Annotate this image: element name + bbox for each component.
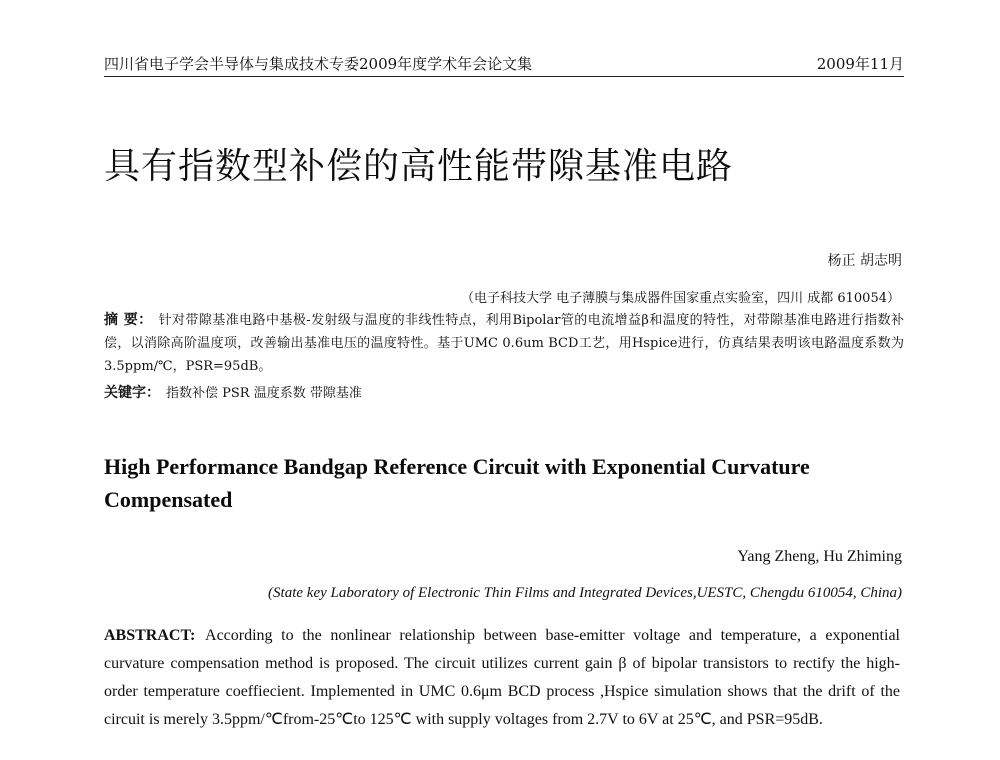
chinese-authors: 杨正 胡志明 [827,253,902,269]
english-title: High Performance Bandgap Reference Circuit with Exponential Curvature Compensated [104,454,810,512]
header-rule [104,76,904,77]
chinese-keywords [104,382,362,402]
english-affiliation: (State key Laboratory of Electronic Thin Films and Integrated Devices,UESTC, Chengdu 610054, China) [268,585,902,601]
english-abstract-text: According to the nonlinear relationship between base-emitter voltage and temperature, a exponential curvature compensation method is proposed. The circuit utilizes current gain β of bipolar transistors to rectify the high-order temperature coeffiecient. Implemented in UMC 0.6μm BCD process ,Hspice simulation shows that the drift of the circuit is merely 3.5ppm/℃from-25℃to 125℃ with supply voltages from 2.7V to 6V at 25℃, and PSR=95dB. [104,627,900,728]
chinese-title: 具有指数型补偿的高性能带隙基准电路 [104,146,734,187]
english-authors: Yang Zheng, Hu Zhiming [737,548,902,565]
chinese-keywords-label: 关键字： [104,385,160,401]
english-abstract-label: ABSTRACT: [104,627,196,644]
journal-name: 四川省电子学会半导体与集成技术专委2009年度学术年会论文集 [104,55,533,73]
chinese-abstract [104,309,904,378]
chinese-abstract-label: 摘 要： [104,312,153,328]
english-abstract [104,622,900,734]
publication-date: 2009年11月 [816,55,904,73]
chinese-affiliation: （电子科技大学 电子薄膜与集成器件国家重点实验室，四川 成都 610054） [460,291,900,306]
chinese-keywords-text: 指数补偿 PSR 温度系数 带隙基准 [166,386,362,401]
running-header [104,44,904,74]
chinese-abstract-text: 针对带隙基准电路中基极-发射级与温度的非线性特点，利用Bipolar管的电流增益β和温度的特性，对带隙基准电路进行指数补偿，以消除高阶温度项，改善输出基准电压的温度特性。基于UMC 0.6um BCD工艺，用Hspice进行，仿真结果表明该电路温度系数为3.5ppm/℃，PSR=95dB。 [104,313,904,374]
